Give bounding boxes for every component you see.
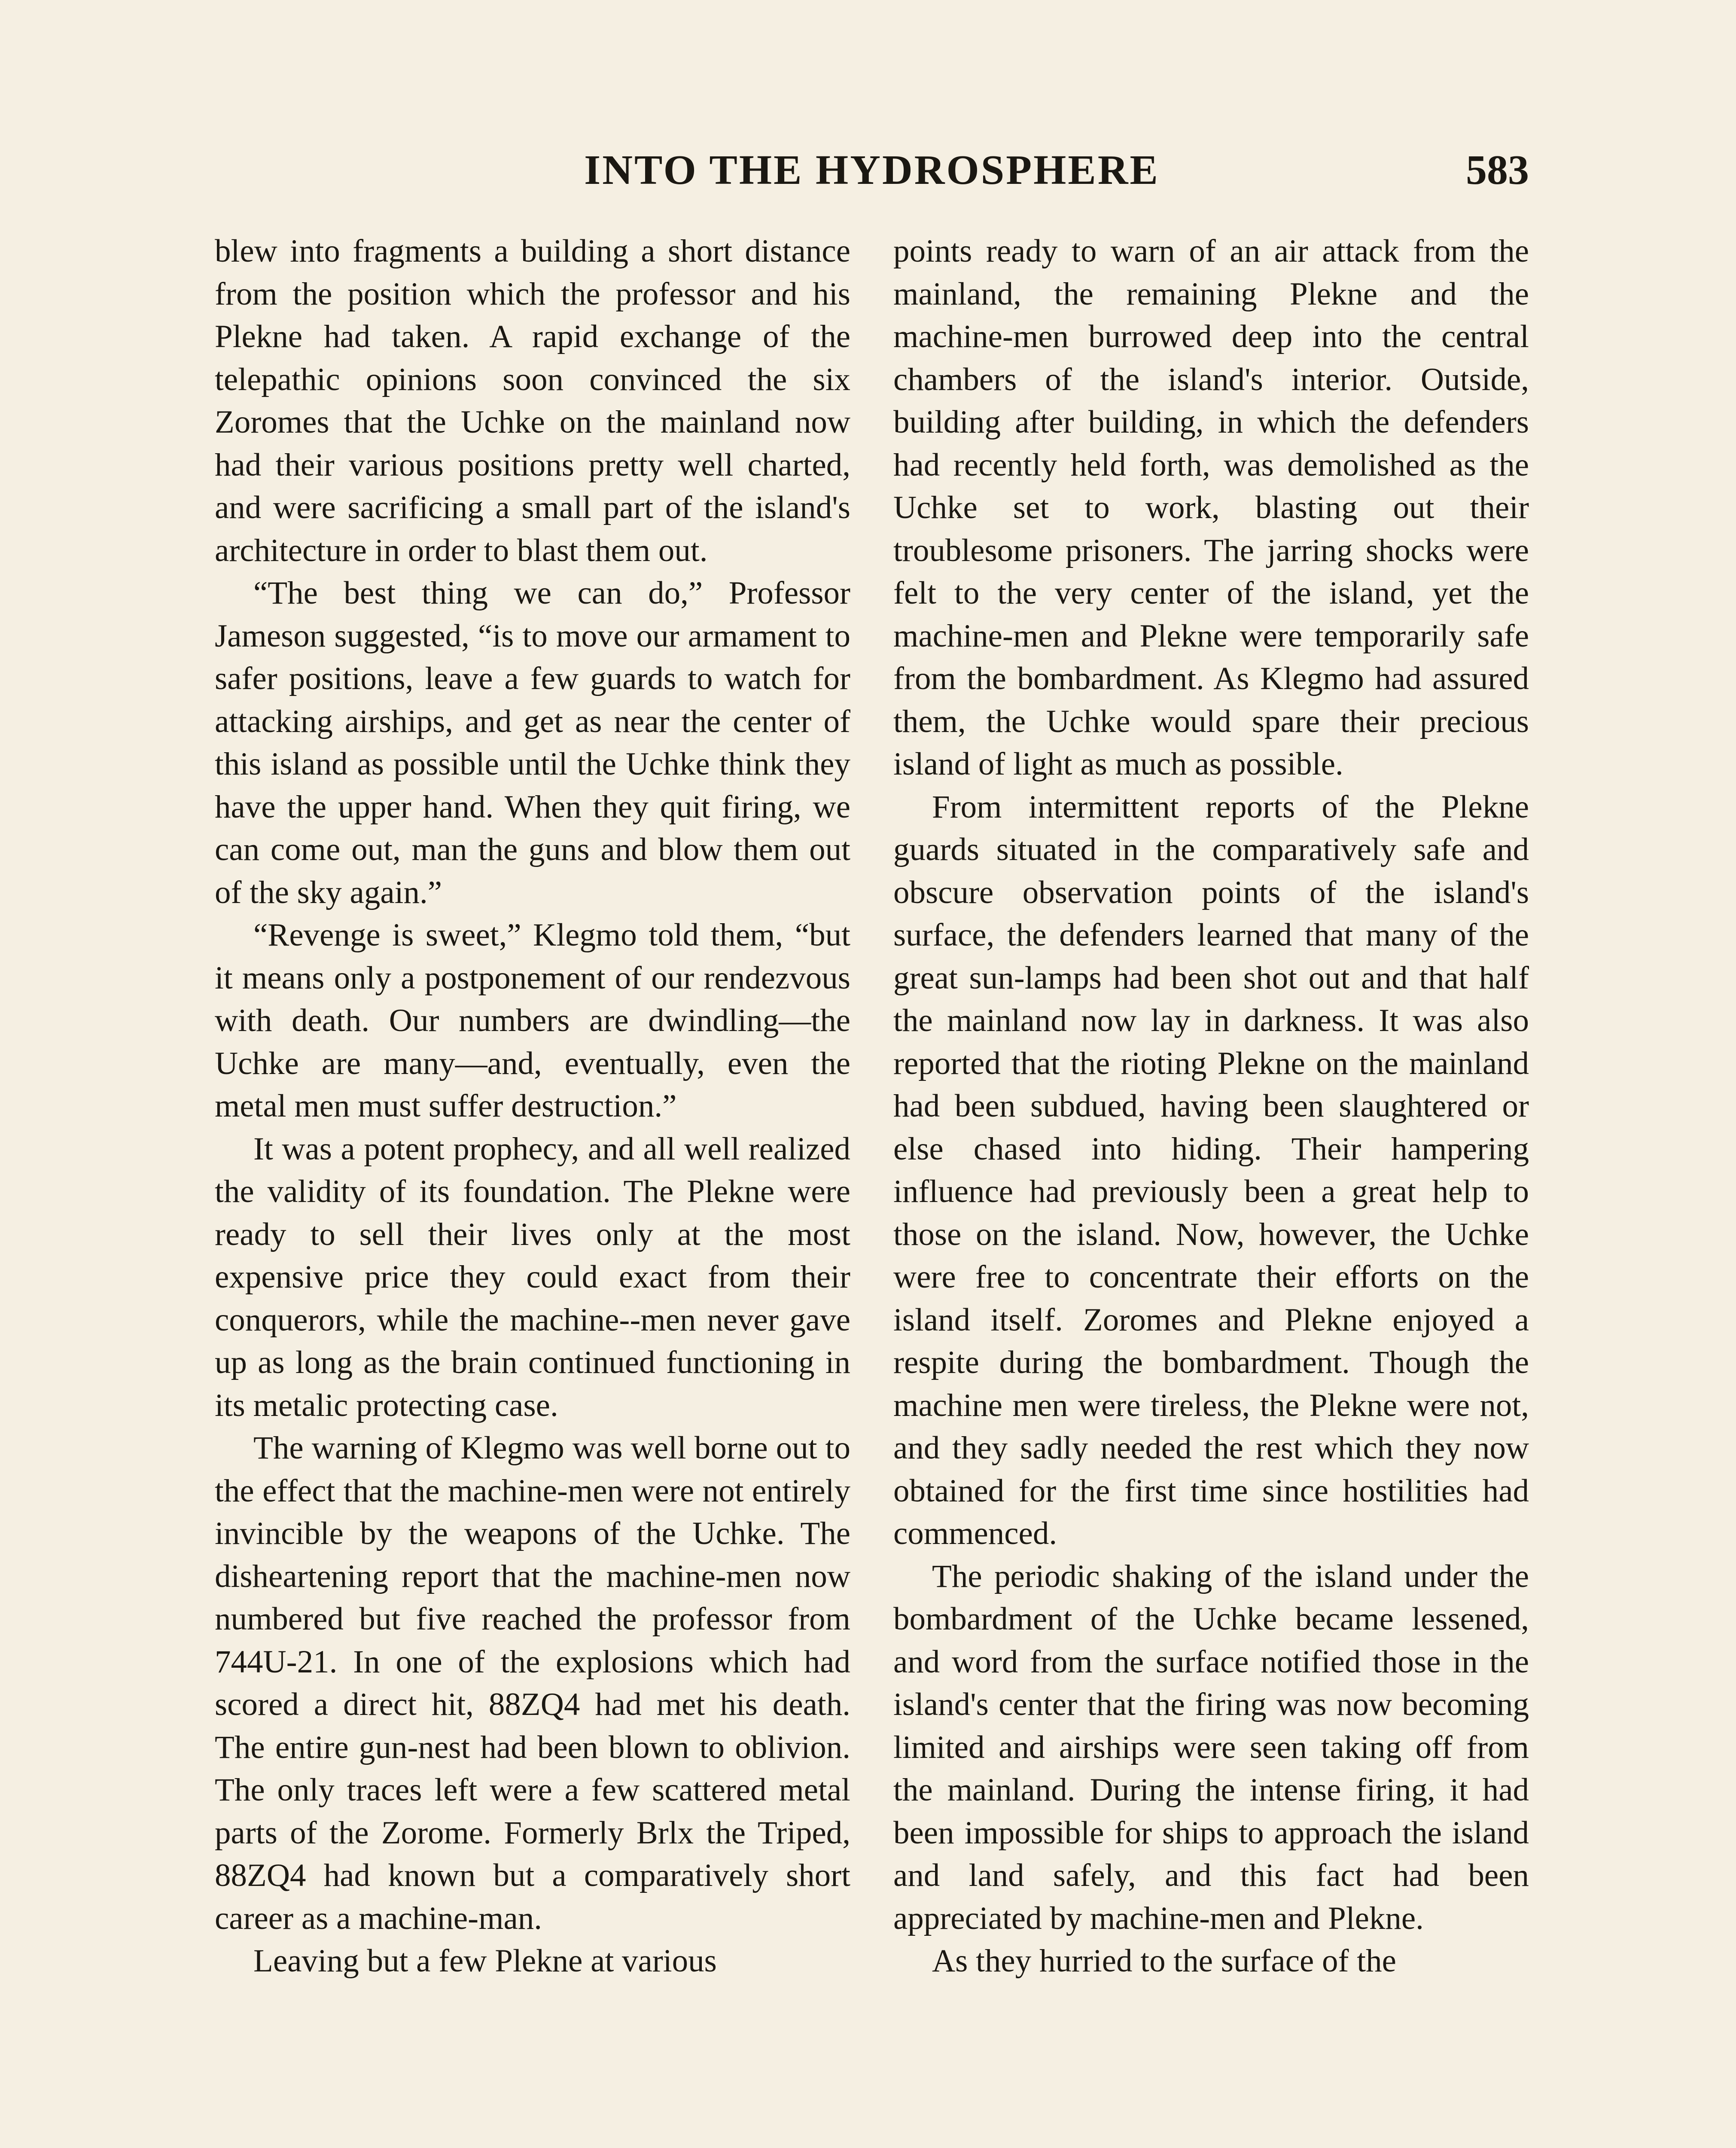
page-number: 583 xyxy=(1466,147,1529,193)
paragraph: Leaving but a few Plekne at various xyxy=(253,1943,717,1979)
paragraph: “Revenge is sweet,” Klegmo told them, “but it means only a postponement of our rendezvous with death. Our numbers are dwindling—the Uchke are many—and, eventually, even the metal men must suffer destruction.” xyxy=(215,917,850,1124)
page-header xyxy=(215,129,1529,215)
paragraph: It was a potent prophecy, and all well realized the validity of its foundation. The Plekne were ready to sell their lives only at the most expensive price they could exact from their conquerors, while the machine--men never gave up as long as the brain continued functioning in its metalic protecting case. xyxy=(215,1131,850,1423)
paragraph: From intermittent reports of the Plekne guards situated in the comparatively safe and obscure observation points of the island's surface, the defenders learned that many of the great sun-lamps had been shot out and that half the mainland now lay in darkness. It was also reported that the rioting Plekne on the mainland had been subdued, having been slaughtered or else chased into hiding. Their hampering influence had previously been a great help to those on the island. Now, however, the Uchke were free to concentrate their efforts on the island itself. Zoromes and Plekne enjoyed a respite during the bombardment. Though the machine men were tireless, the Plekne were not, and they sadly needed the rest which they now obtained for the first time since hostilities had commenced. xyxy=(893,789,1529,1551)
running-title: INTO THE HYDROSPHERE xyxy=(584,147,1160,193)
paragraph: As they hurried to the surface of the xyxy=(932,1943,1396,1979)
paragraph: The periodic shaking of the island under the bombardment of the Uchke became lessened, and word from the surface notified those in the island's center that the firing was now becoming limited and airships were seen taking off from the mainland. During the intense firing, it had been impossible for ships to approach the island and land safely, and this fact had been appreciated by machine-men and Plekne. xyxy=(893,1558,1529,1936)
left-column xyxy=(215,230,850,1983)
paragraph: The warning of Klegmo was well borne out to the effect that the machine-men were not entirely invincible by the weapons of the Uchke. The disheartening report that the machine-men now numbered but five reached the professor from 744U-21. In one of the explosions which had scored a direct hit, 88ZQ4 had met his death. The entire gun-nest had been blown to oblivion. The only traces left were a few scattered metal parts of the Zorome. Formerly Brlx the Triped, 88ZQ4 had known but a comparatively short career as a machine-man. xyxy=(215,1430,850,1936)
paragraph: “The best thing we can do,” Professor Jameson suggested, “is to move our armament to safer positions, leave a few guards to watch for attacking airships, and get as near the center of this island as possible until the Uchke think they have the upper hand. When they quit firing, we can come out, man the guns and blow them out of the sky again.” xyxy=(215,575,850,910)
paragraph: points ready to warn of an air attack from the mainland, the remaining Plekne and the machine-men burrowed deep into the central chambers of the island's interior. Outside, building after building, in which the defenders had recently held forth, was demolished as the Uchke set to work, blasting out their troublesome prisoners. The jarring shocks were felt to the very center of the island, yet the machine-men and Plekne were temporarily safe from the bombardment. As Klegmo had assured them, the Uchke would spare their precious island of light as much as possible. xyxy=(893,233,1529,782)
paragraph: blew into fragments a building a short distance from the position which the professor and his Plekne had taken. A rapid exchange of the telepathic opinions soon convinced the six Zoromes that the Uchke on the mainland now had their various positions pretty well charted, and were sacrificing a small part of the island's architecture in order to blast them out. xyxy=(215,233,850,568)
right-column xyxy=(893,230,1529,1983)
